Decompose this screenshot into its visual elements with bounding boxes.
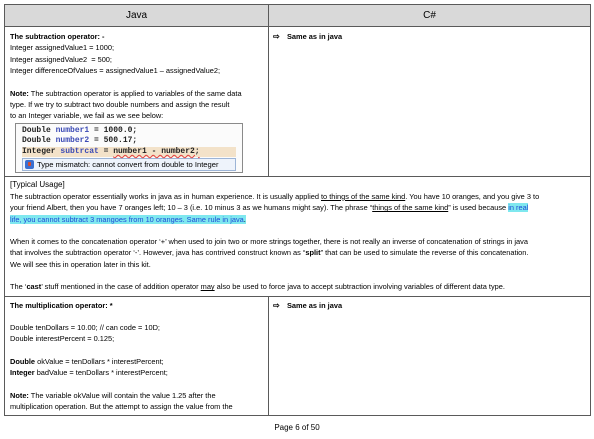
multiplication-row — [5, 296, 591, 416]
subtraction-title: The subtraction operator: - — [10, 32, 105, 41]
code-line: Double okValue = tenDollars * interestPercent; — [10, 356, 164, 366]
ide-error-message: Type mismatch: cannot convert from double to Integer — [37, 160, 219, 170]
header-java: Java — [5, 5, 269, 27]
code-line: Integer badValue = tenDollars * interestPercent; — [10, 368, 168, 378]
ide-screenshot — [15, 123, 243, 174]
usage-paragraph-line: The subtraction operator essentially works in java as in human experience. It is usually applied to things of the same kind. You have 10 oranges, and you give 3 to — [10, 191, 540, 201]
usage-row — [5, 177, 591, 296]
ide-error-tooltip — [22, 158, 236, 171]
header-csharp: C# — [269, 5, 591, 27]
multiplication-title: The multiplication operator: * — [10, 300, 113, 310]
subtraction-csharp-cell — [269, 27, 591, 177]
ide-code-line: Double number2 = 500.17; — [22, 136, 138, 146]
subtraction-java-cell — [5, 27, 269, 177]
content-table — [4, 4, 591, 416]
ide-code-line-error: Integer subtrcat = number1 - number2; — [22, 147, 236, 158]
same-as-java-note: ⇨ Same as in java — [273, 300, 343, 310]
note-line: multiplication operation. But the attempt to assign the value from the — [10, 402, 233, 412]
subtraction-row — [5, 27, 591, 177]
usage-paragraph-line: life, you cannot subtract 3 mangoes from 10 oranges. Same rule in java. — [10, 214, 246, 224]
usage-paragraph-line: We will see this in operation later in this kit. — [10, 259, 151, 269]
note-line: type. If we try to subtract two double numbers and assign the result — [10, 100, 230, 110]
usage-paragraph-line: that involves the subtraction operator ‘-’. However, java has contrived construct known as “split” that can be used to simulate the reverse of this concatenation. — [10, 248, 529, 258]
usage-paragraph-line: When it comes to the concatenation operator ‘+’ when used to join two or more strings together, there is not really an inverse of concatenation of strings in java — [10, 236, 528, 246]
ide-code-line: Double number1 = 1000.0; — [22, 125, 138, 135]
error-quickfix-icon — [25, 160, 34, 169]
same-as-java-note: ⇨ Same as in java — [273, 32, 343, 41]
note-line: Note: The subtraction operator is applied to variables of the same data — [10, 88, 242, 98]
multiplication-java-cell — [5, 296, 269, 416]
right-arrow-icon: ⇨ — [273, 300, 280, 310]
table-header-row — [5, 5, 591, 27]
code-line: Integer differenceOfValues = assignedValue1 – assignedValue2; — [10, 66, 221, 76]
note-line: to an Integer variable, we fail as we see below: — [10, 111, 164, 121]
note-line: Note: The variable okValue will contain the value 1.25 after the — [10, 390, 216, 400]
code-line: Integer assignedValue2 = 500; — [10, 54, 112, 64]
usage-paragraph-line: your friend Albert, then you have 7 oranges left; 10 – 3 (i.e. 10 minus 3 as we humans might say). The phrase “things of the same kind” is used because in real — [10, 203, 529, 213]
page-number: Page 6 of 50 — [274, 423, 320, 432]
usage-paragraph-line: The ‘cast’ stuff mentioned in the case of addition operator may also be used to force java to accept subtraction involving variables of different data type. — [10, 282, 505, 292]
code-line: Integer assignedValue1 = 1000; — [10, 43, 115, 53]
usage-heading: [Typical Usage] — [10, 180, 65, 190]
usage-cell — [5, 177, 591, 296]
right-arrow-icon: ⇨ — [273, 32, 280, 41]
multiplication-csharp-cell — [269, 296, 591, 416]
code-line: Double interestPercent = 0.125; — [10, 334, 115, 344]
code-line: Double tenDollars = 10.00; // can code = 10D; — [10, 323, 160, 332]
